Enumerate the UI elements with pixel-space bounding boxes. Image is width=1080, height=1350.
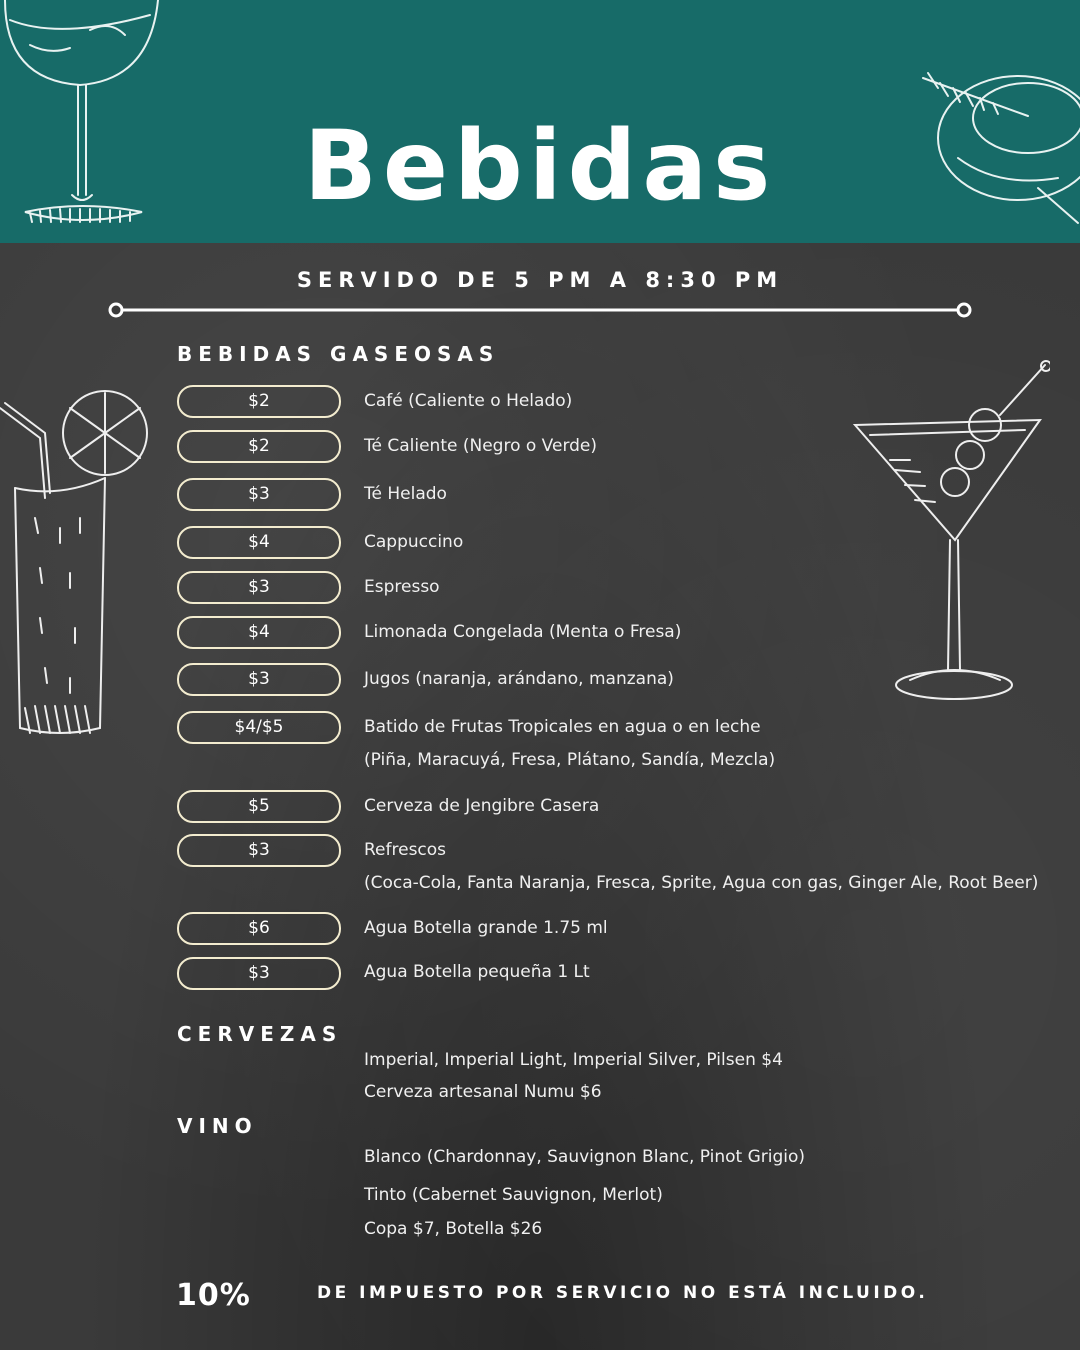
menu-item: Espresso [364, 577, 440, 597]
menu-item: Cappuccino [364, 532, 464, 552]
beer-line: Cerveza artesanal Numu $6 [364, 1082, 602, 1102]
menu-item: Café (Caliente o Helado) [364, 391, 573, 411]
menu-item: Limonada Congelada (Menta o Fresa) [364, 622, 682, 642]
price-pill: $3 [177, 663, 341, 696]
menu-item: Té Helado [364, 484, 447, 504]
menu-item: Refrescos [364, 840, 447, 860]
page-title: Bebidas [303, 110, 777, 222]
wine-line: Copa $7, Botella $26 [364, 1219, 543, 1239]
wine-line: Blanco (Chardonnay, Sauvignon Blanc, Pinot Grigio) [364, 1147, 806, 1167]
price-pill: $5 [177, 790, 341, 823]
tax-note: DE IMPUESTO POR SERVICIO NO ESTÁ INCLUIDO. [317, 1283, 929, 1303]
martini-glass-sketch-icon [850, 360, 1050, 710]
menu-item: Jugos (naranja, arándano, manzana) [364, 669, 674, 689]
service-hours: SERVIDO DE 5 PM A 8:30 PM [296, 268, 784, 292]
price-pill: $2 [177, 385, 341, 418]
price-pill: $4/$5 [177, 711, 341, 744]
price-pill: $3 [177, 571, 341, 604]
beer-line: Imperial, Imperial Light, Imperial Silver, Pilsen $4 [364, 1050, 783, 1070]
price-pill: $3 [177, 478, 341, 511]
price-pill: $6 [177, 912, 341, 945]
menu-item-detail: (Coca-Cola, Fanta Naranja, Fresca, Sprite, Agua con gas, Ginger Ale, Root Beer) [364, 873, 1039, 893]
section-heading-vino: VINO [177, 1114, 258, 1138]
wine-line: Tinto (Cabernet Sauvignon, Merlot) [364, 1185, 663, 1205]
tall-glass-sketch-icon [0, 388, 165, 758]
price-pill: $4 [177, 616, 341, 649]
price-pill: $2 [177, 430, 341, 463]
menu-item: Batido de Frutas Tropicales en agua o en leche [364, 717, 761, 737]
menu-item: Agua Botella grande 1.75 ml [364, 918, 608, 938]
menu-item: Té Caliente (Negro o Verde) [364, 436, 598, 456]
menu-item: Agua Botella pequeña 1 Lt [364, 962, 590, 982]
section-heading-gaseosas: BEBIDAS GASEOSAS [177, 342, 500, 366]
tax-percent: 10% [176, 1278, 251, 1313]
price-pill: $3 [177, 834, 341, 867]
section-heading-cervezas: CERVEZAS [177, 1022, 343, 1046]
divider-line [108, 300, 974, 320]
menu-item-detail: (Piña, Maracuyá, Fresa, Plátano, Sandía, Mezcla) [364, 750, 776, 770]
price-pill: $3 [177, 957, 341, 990]
menu-item: Cerveza de Jengibre Casera [364, 796, 600, 816]
price-pill: $4 [177, 526, 341, 559]
